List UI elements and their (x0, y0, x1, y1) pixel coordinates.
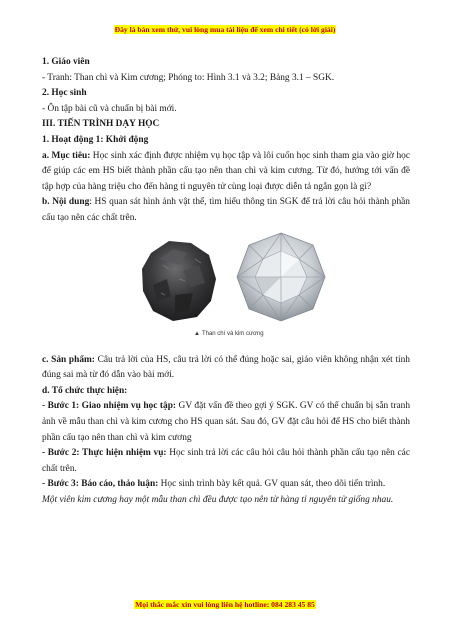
caption-text: Than chì và kim cương (201, 330, 264, 337)
objective-text: Học sinh xác định được nhiệm vụ học tập và lôi cuốn học sinh tham gia vào giờ học để giúp các em HS biết thành phần cấu tạo nên than chì và kim cương. Từ đó, hướng tới vấn đề tập hợp của hàng triệu cho đến hàng tỉ nguyên tử cùng loại được diễn tả ngắn gọn là gì? (42, 150, 410, 192)
document-body (42, 55, 410, 508)
implementation-heading: d. Tổ chức thực hiện: (42, 385, 128, 396)
hotline-banner (0, 600, 450, 609)
section-heading-student: 2. Học sinh (42, 88, 87, 99)
step3-paragraph (42, 477, 410, 493)
product-label: c. Sản phẩm: (42, 354, 95, 365)
coal-image (139, 235, 219, 323)
student-preparation: - Ôn tập bài cũ và chuẩn bị bài mới. (42, 103, 177, 114)
step2-paragraph (42, 446, 410, 477)
diamond-image (235, 231, 327, 323)
preview-banner (0, 25, 450, 34)
step1-text: GV đặt vấn đề theo gợi ý SGK. GV có thể chuẩn bị sẵn tranh ảnh về mẫu than chì và kim cương cho HS quan sát. Sau đó, GV đặt câu hỏi để HS cho biết thành phần cấu tạo nên than chì và kim cương (42, 401, 411, 443)
hotline-banner-text: Mọi thắc mắc xin vui lòng liên hệ hotline: 084 283 45 85 (135, 600, 315, 609)
content-text: : HS quan sát hình ảnh vật thể, tìm hiểu thông tin SGK để trả lời câu hỏi thành phần cấu tạo nên các chất trên. (42, 197, 410, 223)
activity-heading: 1. Hoạt động 1: Khởi động (42, 134, 149, 145)
section-heading-teacher: 1. Giáo viên (42, 57, 90, 67)
objective-paragraph (42, 149, 410, 196)
teacher-materials: - Tranh: Than chì và Kim cương; Phóng to: Hình 3.1 và 3.2; Bảng 3.1 – SGK. (42, 72, 335, 83)
product-paragraph (42, 353, 410, 384)
figure-caption (194, 327, 264, 343)
step1-label: - Bước 1: Giao nhiệm vụ học tập: (42, 401, 177, 412)
figure-graphite-diamond (42, 231, 410, 347)
step2-label: - Bước 2: Thực hiện nhiệm vụ: (42, 448, 167, 459)
objective-label: a. Mục tiêu: (42, 150, 91, 161)
content-label: b. Nội dung (42, 197, 90, 208)
step3-label: - Bước 3: Báo cáo, thảo luận: (42, 479, 159, 490)
step1-paragraph (42, 399, 410, 446)
section-heading-process: III. TIẾN TRÌNH DẠY HỌC (42, 119, 160, 130)
step2-text: Học sinh trả lời các câu hỏi câu hỏi thành phần cấu tạo nên các chất trên. (42, 448, 410, 474)
step3-text: Học sinh trình bày kết quả. GV quan sát, theo dõi tiến trình. (158, 479, 386, 490)
preview-banner-text: Đây là bản xem thử, vui lòng mua tài liệu để xem chi tiết (có lời giải) (114, 25, 336, 34)
content-paragraph (42, 195, 410, 226)
closing-italic-text: Một viên kim cương hay một mẫu than chì đều được tạo nên từ hàng tỉ nguyên tử giống nhau. (42, 494, 394, 505)
caption-triangle-icon: ▲ (194, 330, 200, 337)
product-text: Câu trả lời của HS, câu trả lời có thể đúng hoặc sai, giáo viên không nhận xét tính đúng sai mà từ đó dẫn vào bài mới. (42, 354, 410, 381)
